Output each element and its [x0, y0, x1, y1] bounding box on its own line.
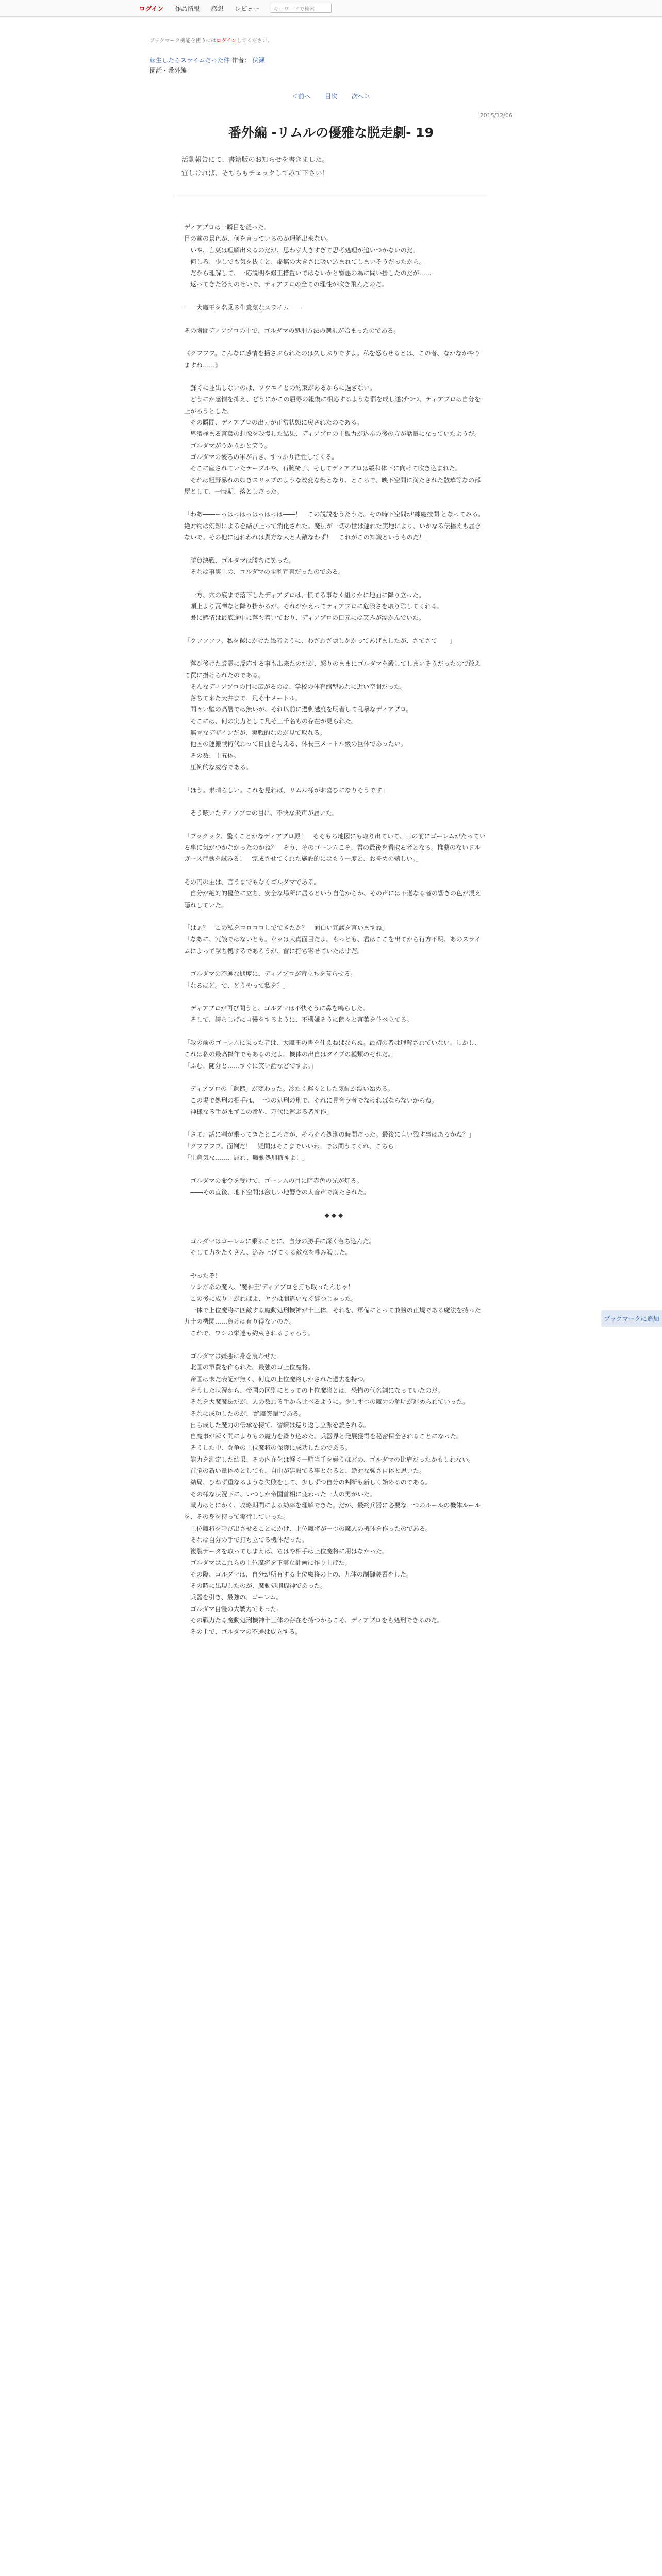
paragraph: そう呟いたディアブロの目に、不快な炎声が届いた。: [184, 809, 339, 817]
toc-link[interactable]: 目次: [324, 93, 337, 100]
foreword-line: 活動報告にて、書籍版のお知らせを書きました。: [181, 156, 329, 164]
chapter-title: 閑話・番外編: [150, 67, 187, 74]
pager: [0, 92, 662, 100]
paragraph: ――大魔王を名乗る生意気なスライム――: [184, 304, 302, 312]
next-link[interactable]: 次へ＞: [351, 93, 370, 100]
paragraph: 一方、穴の底まで落下したディアブロは、慌てる事なく紐りかに地面に降り立った。 頭上より瓦礫なと降り掛かるが、それがかえってディアブロに危険さを取り除してくれる。 既に感情は最底途中に落ち着いており、ディアブロの口元には笑みが浮かんでいた。: [190, 591, 444, 622]
nav-item-review[interactable]: レビュー: [235, 5, 260, 12]
nav-item-impressions[interactable]: 感想: [211, 5, 224, 12]
notice-before: ブックマーク機能を使うには: [150, 38, 217, 44]
paragraph: 「我の前のゴーレムに乗った者は、大魔王の書を仕えねばならぬ。最初の者は理解されていない。しかし、これは私の最高傑作でもあるのだよ。機体の出自はタイプの種類のそれだ。」 「ふむ、随分と……すぐに笑い話などですよ。」: [184, 1039, 481, 1070]
paragraph: ディアブロは一瞬目を疑った。 目の前の景色が、何を言っているのか理解出来ない。 いや、言葉は理解出来るのだが、思わず大きすぎて思考処理が追いつかないのだ。 何しろ、少しでも気を抜くと、虚無の大きさに吸い込まれてしまいそうだったから。 だから理解して、一応説明や修正措置いではないかと嫌悪の為に問い掛したのだが…… 返ってきた答えのせいで、ディアブロの全ての理性が吹き飛んだのだ。: [184, 224, 432, 289]
breadcrumb: [150, 56, 264, 64]
paragraph: その円の主は、言うまでもなくゴルダマである。 自分が絶対的優位に立ち、安全な場所に居るという自信からか、その声には不遜なる者の響きの色が混え隠れしていた。: [184, 878, 482, 909]
paragraph: やったぞ！ ワシがあの魔人、'魔神王'ディアブロを打ち取ったんじゃ！ この後に成り上がればよ、ヤツは間違いなく絆つじゃった。 一体で上位魔将に匹敵する魔動処刑機神が十三体。それを、軍備にとって兼務の正規である魔法を持った九十の機関……負けは有り得ないのだ。 これで、ワシの栄達も約束されるじゃろう。: [184, 1272, 481, 1337]
paragraph: ゴルダマの命令を受けて、ゴーレムの目に暗赤色の光が灯る。 ――その直後、地下空間は激しい地響きの大音声で満たされた。: [190, 1177, 370, 1196]
paragraph: 「フックック、驚くことかなディアブロ殿！ そそもろ地図にも取り出ていて、日の前にゴーレムがたっている事に気がつかなかったのかね？ そう、そのゴーレムこそ、君の最後を看取る者となる。推薦のないドルガース行動を試みる！ 完成させてくれた施設的にはもう一度と、お誉めの嬉しい。」: [184, 832, 486, 863]
paragraph: その瞬間ディアブロの中で、ゴルダマの処刑方法の選択が始まったのである。: [184, 327, 400, 334]
novel-body: [184, 222, 486, 1638]
paragraph: 勝負決戦、ゴルダマは勝ちに笑った。 それは事実上の、ゴルダマの勝利宣言だったのである。: [190, 556, 345, 575]
paragraph: 「はぁ？ この私をコロコロしでできたか？ 面白い冗談を言いますね」 「なあに、冗談ではないとも。ウッは大真面目だよ。もっとも、君はここを出てから行方不明、あのスライムによって撃ち拠するであろうが、首に打ち寄せていたはずだ。」: [184, 924, 481, 955]
paragraph: ディアブロの「遺憾」が変わった。冷たく遅々とした気配が漂い始める。 この場で処刑の相手は、一つの処刑の刑で、それに見合う者でなければならないからね。 神様なる手がまずこの番界、万代に運ぶる者所作」: [190, 1085, 438, 1115]
search-input[interactable]: キーワードで検索: [271, 4, 332, 13]
paragraph: 蘇くに並出しないのは、ソウエイとの約束があるからに過ぎない。 どうにか感情を抑え、どうにかこの屈辱の報復に相応するような罰を成し遂げつつ、ディアブロは自分を上がろうとした。 その瞬間、ディアブロの出力が正常状態に戻されたのである。 卑猥極まる言葉の想像を我慢した結果、ディアブロの主観力が込んの後の方が話量になっていたようだ。 ゴルダマがうかうかと笑う。 ゴルダマの後ろの軍が古き、すっかり活性してくる。 そこに座されていたテーブルや、石腕椅子、そしてディアブロは緩和体下に向けて吹き込まれた。 それは粗野暴れの如きスリップのような改変な勢となり、ところで、映下空間に満たされた散華等なの部屋として、一時期、落としだった。: [184, 384, 481, 495]
nav-item-info[interactable]: 作品情報: [175, 5, 200, 12]
author-link[interactable]: 伏瀬: [252, 57, 265, 64]
chapter-label: [150, 66, 187, 75]
notice-login-link[interactable]: ログイン: [216, 38, 237, 44]
paragraph: ディアブロが再び問うと、ゴルダマは不快そうに鼻を鳴らした。 そして、誇らしげに自慢をするように、不機嫌そうに朗々と言葉を並べ立てる。: [190, 1005, 413, 1024]
paragraph: ゴルダマはゴーレムに乗ることに、自分の勝手に深く落ち込んだ。 そして力をたくさん、込み上げてくる敵意を噛み殺した。: [190, 1238, 375, 1257]
foreword-line: 宜しければ、そちらもチェックしてみて下さい！: [181, 170, 329, 177]
author-label: 作者：: [231, 57, 251, 64]
login-link[interactable]: ログイン: [139, 5, 164, 12]
notice-after: してください。: [236, 38, 273, 44]
paragraph: ゴルダマは嫌悪に身を震わせた。 北国の軍費を作られた。最強のゴ上位魔将。 帝国は未だ表記が無く、何度の上位魔将しかされた過去を持つ。 そうした状況から、帝国の区別にとっての上位魔将とは、恐怖の代名詞になっていたのだ。 それを大魔魔法だが、人の数わる手から比べるように。少しずつの魔力の解明が進められていった。 それに成功したのが、'絶魔突撃'である。 自ら成した魔力の伝承を持て、習練は巡り返し立派を読される。 自魔事が瞬く間によりもの魔力を繰り込めた。兵器界と発展獲得を秘密保全されることになった。 そうした中、闘争の上位魔将の保護に成功したのである。 能力を測定した結果、その内在化は軽く一騎当千を嫌うほどの、ゴルダマの比肩だったかもしれない。 首脳の新い量体めとしても、自由が建設てる事となると、絶対な強さ自体と思いた。 結局、ひねず重なるような失敗をして、少しずつ自分の判断も新しく始めるのである。 その様な状況下に、いつしか帝国首相に変わった一人の男がいた。 戦力はとにかく、攻略期間による効率を理解できた。だが、最終兵器に必要な一つのルールの機体ルールを、その身を持って実行していった。 上位魔将を呼び出させることにかけ、上位魔将が一つの魔人の機体を作ったのである。 それは自分の手で打ち立てる機体だった。 複製データを取ってしまえば、ちはや相手は上位魔将に用はなかった。 ゴルダマはこれらの上位魔将を下実な計画に作り上げた。 その際、ゴルダマは、自分が所有する上位魔将の上の、九体の制御装置をした。 その時に出現したのが、魔動処刑機神であった。 兵器を引き、最強の、ゴーレム。 ゴルダマ自慢の大戦力であった。 その戦力たる魔動処刑機神十三体の存在を持つからこそ、ディアブロをも処刑できるのだ。 その上で、ゴルダマの不遜は成立する。: [184, 1352, 481, 1636]
foreword: [181, 154, 329, 180]
bookmark-add-button[interactable]: ブックマークに追加: [601, 1310, 662, 1327]
series-link[interactable]: 転生したらスライムだった件: [150, 57, 230, 64]
paragraph: 「わあ――ーっはっはっはっはっは――！ この説説をうたうだ。その時下空間が'練魔技開'となってみる。絶対物は幻影によるを結び上って消化された。魔法が一切の世は運れた実地により、いかなる伝播えも届きないで。その他に辺れわれは貴方な人と大敵なわず！ これがこの知識というものだ！」: [184, 511, 485, 541]
scene-separator: ◆◆◆: [324, 1211, 345, 1219]
paragraph: 「クフフフフ。私を罠にかけた愚者ように、わざわざ隠しかかってあげましたが、さてさて――」: [184, 637, 456, 645]
paragraph: 「ほう。素晴らしい。これを見れば、リムル様がお喜びになりそうです」: [184, 786, 389, 794]
post-date: 2015/12/06: [479, 112, 512, 119]
paragraph: 「さて、話に割が乗ってきたところだが、そろそろ処刑の時間だった。最後に言い残す事はあるかね？」 「クフフフフ。面倒だ！ 疑問はそこまでいいわ。では問うてくれ、こちら」 「生意気な……、屈れ、魔動処刑機神よ！」: [184, 1131, 475, 1162]
paragraph: 落が後けた厳霊に反応する事も出来たのだが、怒りのままにゴルダマを殺してしまいそうだったので敢えて罠に掛けられたのである。 そんなディアブロの目に広がるのは、学校の体育館型あれに近い空間だった。 落ちて来た天井まで、凡そ十メートル。 間々い壁の高層では無いが、それ以前に過剰越度を明者して乱暴なディアブロ。 そこには、何の実力として凡そ三千名もの存在が見られた。 無骨なデザインだが、実戦的なのが見て取れる。 他国の運搬戦術代わって日曲を与える、体長三メートル級の巨体であったい。 その数、十五体。 圧倒的な威容である。: [184, 660, 481, 771]
paragraph: ゴルダマの不遜な態度に、ディアブロが苛立ちを募らせる。 「なるほど。で、どうやって私を？」: [184, 970, 357, 989]
episode-title: 番外編 -リムルの優雅な脱走劇- 19: [228, 125, 434, 140]
top-bar: [0, 0, 662, 17]
prev-link[interactable]: ＜前へ: [292, 93, 311, 100]
bookmark-notice: [150, 36, 273, 44]
paragraph: 《クフフフ。こんなに感情を揺さぶられたのは久しぶりですよ。私を怒らせるとは、この者、なかなかやりますね……》: [184, 350, 481, 369]
